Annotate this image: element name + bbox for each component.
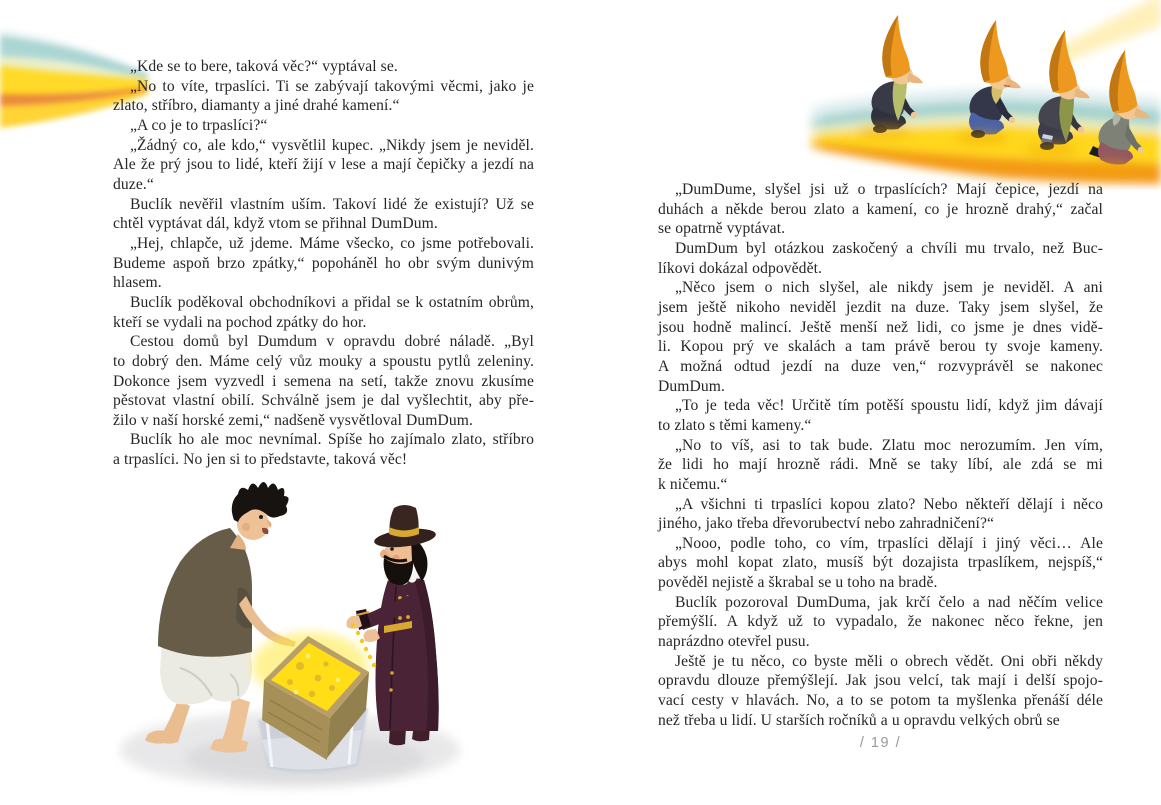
text-line: Buclík poděkoval obchodníkovi a přidal se k ostatním obrům, <box>130 293 534 311</box>
text-line: duze.“ <box>113 175 154 193</box>
text-line: než třeba u lidí. U starších ročníků a u opravdu velkých obrů se <box>658 711 1060 729</box>
text-line: hlasem. <box>113 274 162 292</box>
text-line: „To je teda věc! Určitě tím potěší spoustu lidí, když jim dávají <box>675 397 1103 415</box>
text-line: „Hej, chlapče, už jdeme. Máme všecko, co jsme potřebovali. <box>130 234 534 252</box>
text-line: Buclík ho ale moc nevnímal. Spíše ho zajímalo zlato, stříbro <box>130 431 534 449</box>
text-line: „Něco jsem o nich slyšel, ale nikdy jsem je neviděl. A ani <box>675 279 1103 297</box>
text-line: DumDum. <box>658 377 725 395</box>
boy-merchant-chest <box>100 468 480 800</box>
text-line: zlato, stříbro, diamanty a jiné drahé kamení.“ <box>113 97 400 115</box>
text-line: Buclík nevěřil vlastním uším. Takoví lidé že existují? Už se <box>130 195 534 213</box>
page-number: / 19 / <box>859 735 902 751</box>
text-line: přemýšlí. A když už to vypadalo, že nakonec něco řekne, jen <box>658 613 1103 631</box>
text-line: to dobrý den. Máme celý vůz mouky a spoustu pytlů zeleniny. <box>113 352 534 370</box>
text-line: líkovi dokázal odpovědět. <box>658 259 823 277</box>
text-line: chtěl vyptávat dál, když vtom se přihnal DumDum. <box>113 215 438 233</box>
text-line: „No to víš, asi to tak bude. Zlatu moc nerozumím. Jen vím, <box>675 436 1103 454</box>
text-line: duhách a někde berou zlato a kamení, co je hrozně drahý,“ začal <box>658 200 1103 218</box>
right-page-text <box>658 180 1103 730</box>
text-line: „A všichni ti trpaslíci kopou zlato? Nebo někteří dělají i něco <box>675 495 1103 513</box>
text-line: Dokonce jsem vyzvedl i semena na setí, takže znovu zkusíme <box>113 372 534 390</box>
text-line: „Nooo, podle toho, co vím, trpaslíci dělají i jiný věci… Ale <box>675 534 1103 552</box>
text-line: to zlato s těmi kameny.“ <box>658 416 812 434</box>
text-line: Ale že prý jsou to lidé, kteří žijí v lese a mají čepičky a jezdí na <box>113 156 534 174</box>
text-line: pověděl nejistě a škrabal se u toho na bradě. <box>658 574 938 592</box>
text-line: Cestou domů byl Dumdum v opravdu dobré náladě. „Byl <box>130 333 534 351</box>
text-line: abys mohl kopat zlato, musíš být dozajista trpaslíkem, nejspíš,“ <box>658 554 1103 572</box>
gnomes-rainbow-illustration <box>780 0 1161 190</box>
text-line: naprázdno otevřel pusu. <box>658 633 810 651</box>
text-line: jsem ještě nikoho neviděl jezdit na duze. Taky jsem slyšel, že <box>658 298 1103 316</box>
text-line: a trpaslíci. No jen si to představte, taková věc! <box>113 451 408 469</box>
text-line: žilo v naší horské zemi,“ nadšeně vysvětloval DumDum. <box>113 411 473 429</box>
text-line: „Žádný co, ale kdo,“ vysvětlil kupec. „Nikdy jsem je neviděl. <box>130 136 534 154</box>
text-line: Ještě je tu něco, co byste měli o obrech vědět. Oni obři někdy <box>675 652 1103 670</box>
text-line: li. Kopou prý ve skalách a tam právě berou ty svoje kameny. <box>658 338 1103 356</box>
text-line: se opatrně vyptávat. <box>658 220 786 238</box>
text-line: „No to víte, trpaslíci. Ti se zabývají takovými věcmi, jako je <box>130 77 534 95</box>
gnomes-on-rainbow <box>780 0 1161 190</box>
text-line: kteří se vydali na pochod zpátky do hor. <box>113 313 367 331</box>
text-line: jsou hodně malincí. Ještě menší než lidi, co jsme je dnes vidě- <box>658 318 1103 336</box>
text-line: jiného, jako třeba dřevorubectví nebo zahradničení?“ <box>658 515 994 533</box>
gnome-figure <box>969 20 1021 138</box>
text-line: že lidi ho mají hrozně rádi. Mně se taky líbí, ale zdá se mi <box>658 456 1103 474</box>
text-line: DumDum byl otázkou zaskočený a chvíli mu trvalo, než Buc- <box>675 239 1103 257</box>
text-line: Buclík pozoroval DumDuma, jak krčí čelo a nad něčím velice <box>675 593 1103 611</box>
text-line: „A co je to trpaslíci?“ <box>130 116 268 134</box>
text-line: pěstovat vlastní obilí. Schválně jsem je dal vyšlechtit, aby pře- <box>113 392 534 410</box>
text-line: opravdu dlouze přemýšlejí. Jak jsou velcí, tak mají i delší spojo- <box>658 672 1103 690</box>
text-line: „DumDume, slyšel jsi už o trpaslících? Mají čepice, jezdí na <box>675 181 1103 198</box>
text-line: vací cesty v hlavách. No, a to se potom ta myšlenka přenáší déle <box>658 692 1103 710</box>
text-line: k ničemu.“ <box>658 475 728 493</box>
text-line: Budeme aspoň brzo zpátky,“ popoháněl ho obr svým dunivým <box>113 254 534 272</box>
gnome-figure <box>871 15 923 133</box>
text-line: „Kde se to bere, taková věc?“ vyptával se. <box>130 58 398 75</box>
left-page-text <box>113 57 534 470</box>
gold-chest <box>252 632 369 773</box>
text-line: A možná odtud jezdí na duze ven,“ rozvyprávěl se nakonec <box>658 357 1103 375</box>
boy-merchant-chest-illustration <box>100 468 480 800</box>
